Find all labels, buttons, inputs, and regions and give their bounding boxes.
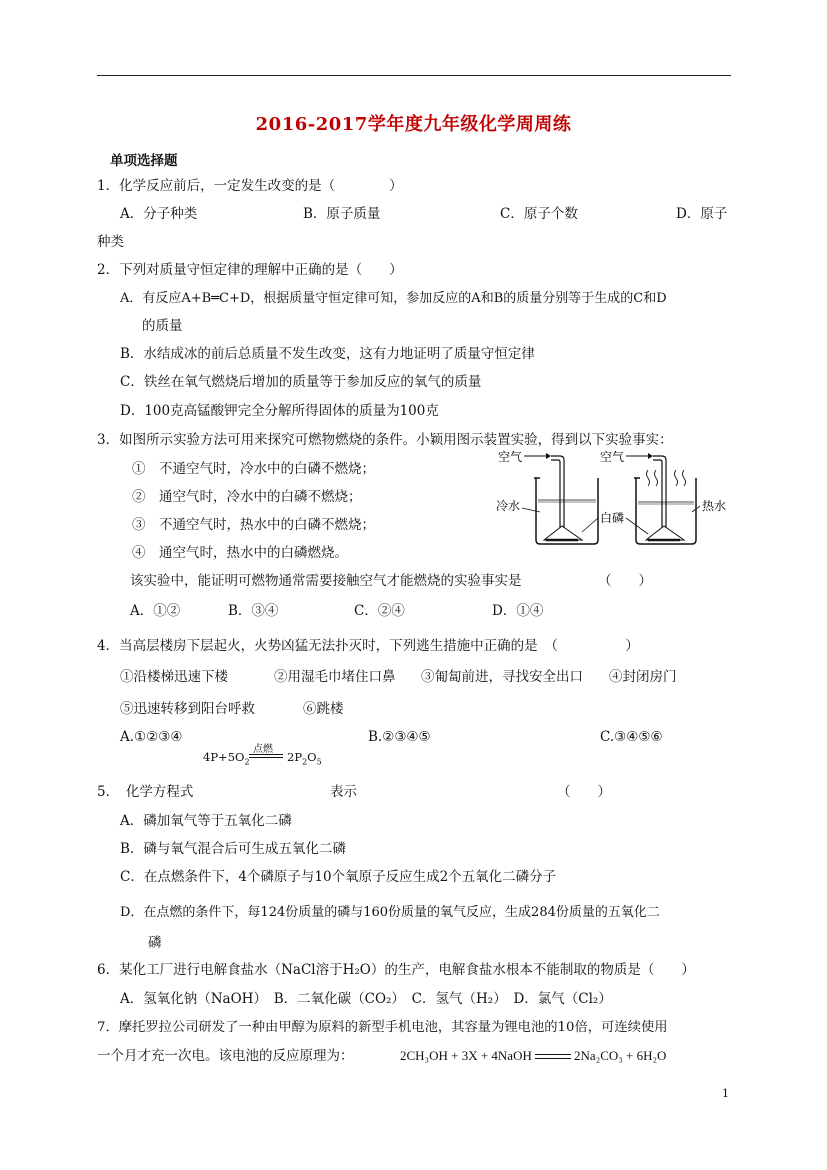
q2-option-a-cont: 的质量 [142,318,183,334]
q3-stem: 3．如图所示实验方法可用来探究可燃物燃烧的条件。小颖用图示装置实验，得到以下实验事实： [97,432,673,448]
q3-question: 该实验中，能证明可燃物通常需要接触空气才能燃烧的实验事实是 [130,573,522,589]
q7-stem-cont: 一个月才充一次电。该电池的反应原理为： [97,1048,354,1064]
q2-option-a: A．有反应A+B═C+D，根据质量守恒定律可知，参加反应的A和B的质量分别等于生成的C和D [120,291,667,306]
label-cold-water: 冷水 [496,499,521,513]
q5-stem: 5． 化学方程式 [97,784,194,800]
q7-equation-left: 2CH₃OH + 3X + 4NaOH [400,1048,532,1063]
q3-option-c: C．②④ [354,603,405,619]
q3-fact-1: ① 不通空气时，冷水中的白磷不燃烧； [132,461,375,477]
q4-item-2: ②用湿毛巾堵住口鼻 [274,669,396,685]
q3-answer-paren: （ ） [598,573,652,589]
q4-option-c: C.③④⑤⑥ [600,729,663,745]
q5-answer-paren: （ ） [557,784,611,800]
q5-stem-represents: 表示 [330,784,357,800]
section-heading: 单项选择题 [110,153,178,169]
q3-fact-4: ④ 通空气时，热水中的白磷燃烧。 [132,545,348,561]
q4-item-3: ③匍匐前进，寻找安全出口 [421,669,583,685]
q5-option-d: D．在点燃的条件下，每124份质量的磷与160份质量的氧气反应，生成284份质量的五氧化二 [120,905,660,920]
q5-option-c: C．在点燃条件下，4个磷原子与10个氧原子反应生成2个五氧化二磷分子 [120,869,557,885]
q6-options: A．氢氧化钠（NaOH） B．二氧化碳（CO₂） C．氢气（H₂） D．氯气（Cl₂） [120,991,612,1007]
label-white-phosphorus: 白磷 [600,511,625,525]
q4-option-a: A.①②③④ [120,729,183,745]
q6-stem: 6．某化工厂进行电解食盐水（NaCl溶于H₂O）的生产，电解食盐水根本不能制取的物质是（ ） [97,962,695,978]
page-title: 2016-2017学年度九年级化学周周练 [255,114,572,135]
q7-equals-sign [535,1054,571,1059]
q3-fact-3: ③ 不通空气时，热水中的白磷不燃烧； [132,517,375,533]
q4-item-6: ⑥跳楼 [303,701,344,717]
q4-item-5: ⑤迅速转移到阳台呼救 [120,701,255,717]
q1-stem: 1．化学反应前后，一定发生改变的是（ ） [97,178,403,194]
q4-stem: 4．当高层楼房下层起火，火势凶猛无法扑灭时，下列逃生措施中正确的是 （ ） [97,638,639,654]
q2-option-d: D．100克高锰酸钾完全分解所得固体的质量为100克 [120,403,439,419]
q1-option-d-cont: 种类 [97,234,124,250]
q7-stem: 7．摩托罗拉公司研发了一种由甲醇为原料的新型手机电池，其容量为锂电池的10倍，可连续使用 [97,1020,668,1035]
q5-option-a: A．磷加氧气等于五氧化二磷 [120,813,292,829]
q2-stem: 2．下列对质量守恒定律的理解中正确的是（ ） [97,262,403,278]
header-rule [97,75,731,76]
page-number: 1 [722,1087,729,1100]
q3-option-b: B．③④ [228,603,279,619]
q3-fact-2: ② 通空气时，冷水中的白磷不燃烧； [132,489,362,505]
q2-option-b: B．水结成冰的前后总质量不发生改变，这有力地证明了质量守恒定律 [120,346,535,362]
q4-item-4: ④封闭房门 [609,669,677,685]
q1-option-d: D．原子 [676,206,728,222]
q4-item-1: ①沿楼梯迅速下楼 [120,669,228,685]
q5-equation: $4P+5O_2$ 点燃 $2P_2O_5$ [203,744,322,767]
q7-equation-right: 2Na₂CO₃ + 6H₂O [574,1048,667,1063]
q4-option-b: B.②③④⑤ [368,729,431,745]
label-air-right: 空气 [600,450,625,464]
label-air-left: 空气 [498,450,523,464]
q3-option-d: D．①④ [492,603,544,619]
q3-option-a: A．①② [130,603,181,619]
q1-option-b: B．原子质量 [303,206,381,222]
q1-option-a: A．分子种类 [120,206,198,222]
label-hot-water: 热水 [702,499,727,513]
q5-option-d-cont: 磷 [148,935,162,951]
q1-option-c: C．原子个数 [500,206,578,222]
q2-option-c: C．铁丝在氧气燃烧后增加的质量等于参加反应的氧气的质量 [120,374,482,390]
apparatus-figure [488,440,738,552]
q5-option-b: B．磷与氧气混合后可生成五氧化二磷 [120,841,346,857]
